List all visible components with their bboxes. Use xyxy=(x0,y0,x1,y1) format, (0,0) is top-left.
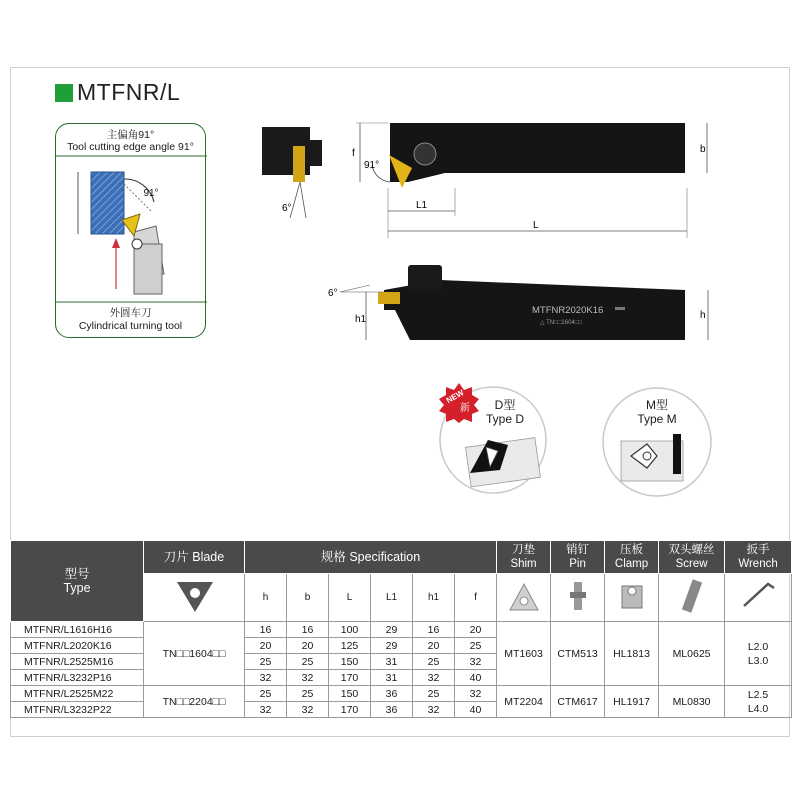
tool-label-en: Cylindrical turning tool xyxy=(78,320,183,332)
new-badge-label: NEW xyxy=(444,388,466,406)
table-header-row xyxy=(11,541,792,574)
dim-L1: L1 xyxy=(416,200,428,211)
col-clamp-header: 压板 Clamp xyxy=(605,541,659,574)
table-row: MTFNR/L1616H16 TN□□1604□□ 16 16 100 29 16 20 MT1603 CTM513 HL1813 ML0625 L2.0 L3.0 xyxy=(11,622,792,638)
col-type-header: 型号 Type xyxy=(11,541,144,622)
blade-group-1: TN□□1604□□ xyxy=(144,622,245,686)
new-badge-label-cn: 新 xyxy=(460,403,470,414)
dim-header-h: h xyxy=(245,574,287,622)
clamp-icon xyxy=(605,574,659,622)
col-wrench-header: 扳手 Wrench xyxy=(725,541,792,574)
shim-icon xyxy=(497,574,551,622)
dim-b: b xyxy=(700,144,706,155)
dim-header-L1: L1 xyxy=(371,574,413,622)
angle-6-side: 6° xyxy=(328,288,338,299)
col-spec-header: 规格 Specification xyxy=(245,541,497,574)
col-pin-header: 销钉 Pin xyxy=(551,541,605,574)
pin-icon xyxy=(551,574,605,622)
angle-91: 91° xyxy=(364,160,380,171)
table-row: MTFNR/L2020K16 20 20 125 29 20 25 xyxy=(11,638,792,654)
type-d-cn: D型 xyxy=(494,398,516,412)
dim-header-h1: h1 xyxy=(413,574,455,622)
dim-h: h xyxy=(700,310,706,321)
insert-side xyxy=(378,292,400,304)
table-row: MTFNR/L3232P16 32 32 170 31 32 40 xyxy=(11,670,792,686)
col-screw-header: 双头螺丝 Screw xyxy=(659,541,725,574)
angle-6-top: 6° xyxy=(282,203,292,214)
table-row: MTFNR/L2525M16 25 25 150 31 25 32 xyxy=(11,654,792,670)
shank-marking-sub: △ TN□□1604□□ xyxy=(540,320,583,326)
table-row: MTFNR/L3232P22 32 32 170 36 32 40 xyxy=(11,702,792,718)
page-title: MTFNR/L xyxy=(77,79,181,105)
type-m-en: Type M xyxy=(637,412,677,426)
dim-L: L xyxy=(533,220,539,231)
col-shim-header: 刀垫 Shim xyxy=(497,541,551,574)
dim-h1: h1 xyxy=(355,314,367,325)
wrench-group-1: L2.0 L3.0 xyxy=(725,622,792,686)
tool-label-cn: 外圆车刀 xyxy=(109,307,152,319)
type-m-cn: M型 xyxy=(646,398,668,412)
dim-header-f: f xyxy=(455,574,497,622)
angle-label-cn: 主偏角91° xyxy=(106,129,155,141)
type-d-en: Type D xyxy=(485,412,524,426)
insert-front xyxy=(293,146,305,182)
green-square-icon xyxy=(55,84,73,102)
col-blade-header: 刀片 Blade xyxy=(144,541,245,574)
shank-marking: MTFNR2020K16 xyxy=(532,305,604,316)
table-row: MTFNR/L2525M22 TN□□2204□□ 25 25 150 36 25 32 MT2204 CTM617 HL1917 ML0830 L2.5 L4.0 xyxy=(11,686,792,702)
wrench-icon xyxy=(725,574,792,622)
blade-group-2: TN□□2204□□ xyxy=(144,686,245,718)
blade-icon xyxy=(144,574,245,622)
angle-label-en: Tool cutting edge angle 91° xyxy=(67,141,194,153)
dim-header-b: b xyxy=(287,574,329,622)
wrench-group-2: L2.5 L4.0 xyxy=(725,686,792,718)
angle-mark: 91° xyxy=(143,188,159,199)
screw-icon xyxy=(659,574,725,622)
dim-header-L: L xyxy=(329,574,371,622)
dim-f: f xyxy=(352,148,355,159)
spec-table xyxy=(10,540,792,718)
title-block xyxy=(55,79,180,106)
